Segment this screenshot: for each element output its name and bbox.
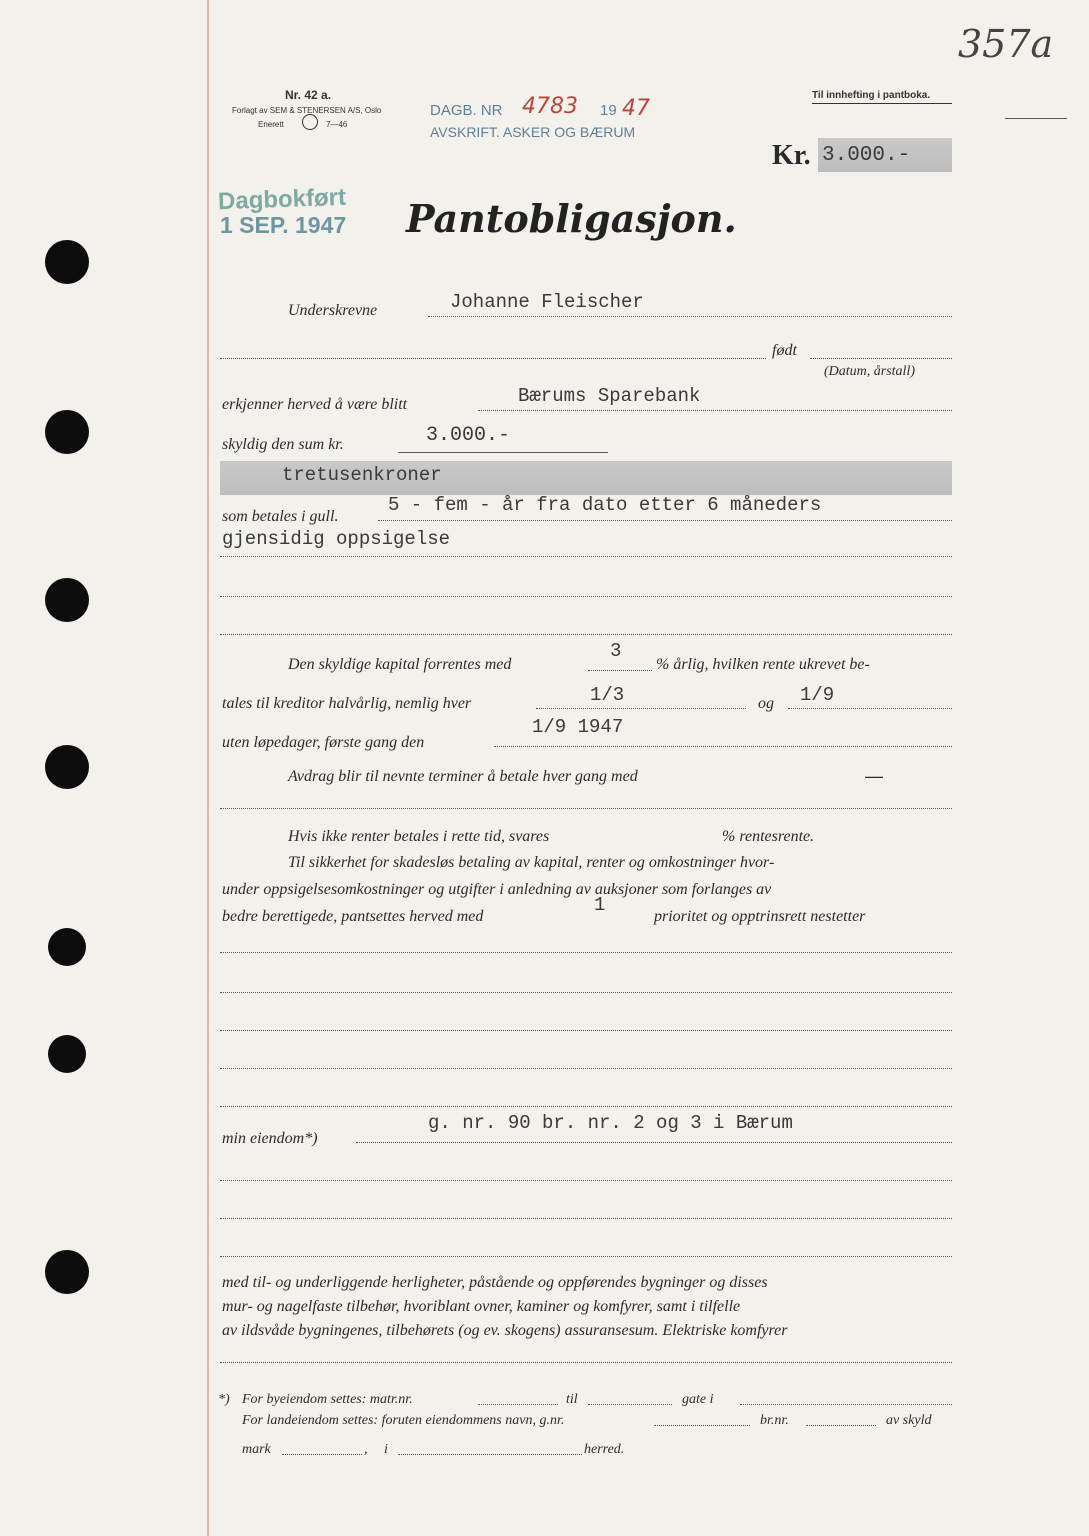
diary-year: 47 — [622, 96, 650, 121]
name-continuation-line — [220, 358, 766, 359]
born-label: født — [772, 342, 797, 359]
creditor-value: Bærums Sparebank — [518, 385, 701, 407]
born-hint: (Datum, årstall) — [824, 364, 915, 379]
penalty-label-a: Hvis ikke renter betales i rette tid, svares — [288, 828, 550, 845]
footnote-line1-a: For byeiendom settes: matr.nr. — [242, 1392, 413, 1407]
diary-number: 4783 — [522, 94, 578, 119]
paid-label: som betales i gull. — [222, 508, 339, 525]
property-line — [356, 1142, 952, 1143]
undersigned-value: Johanne Fleischer — [450, 291, 644, 313]
footnote-line2-b: br.nr. — [760, 1413, 789, 1428]
security-line-3b: prioritet og opptrinsrett nestetter — [654, 908, 866, 925]
punch-hole — [45, 745, 89, 789]
security-line-1: Til sikkerhet for skadesløs betaling av kapital, renter og omkostninger hvor- — [288, 854, 775, 871]
amount-value: 3.000.- — [822, 144, 911, 167]
publisher-date: 7—46 — [326, 120, 348, 129]
installment-value: — — [865, 766, 883, 786]
sum-value: 3.000.- — [426, 424, 511, 447]
footnote-line1-c: gate i — [682, 1392, 714, 1407]
amount-label: Kr. — [772, 140, 811, 171]
diary-stamp-office: AVSKRIFT. ASKER OG BÆRUM — [430, 124, 636, 140]
interest-rate-line — [588, 670, 652, 671]
footnote-line2-a: For landeiendom settes: foruten eiendommens navn, g.nr. — [242, 1413, 565, 1428]
punch-hole — [45, 1250, 89, 1294]
publisher-logo-icon — [302, 114, 318, 130]
security-line-2: under oppsigelsesomkostninger og utgifter i anledning av auksjoner som forlanges av — [222, 881, 772, 898]
terms-line-4 — [220, 634, 952, 635]
punch-hole — [45, 578, 89, 622]
security-line-blank-2 — [220, 992, 952, 993]
and-label: og — [758, 695, 774, 712]
footnote-dots — [588, 1404, 672, 1405]
property-line-3 — [220, 1218, 952, 1219]
punch-hole — [48, 1035, 86, 1073]
appurtenances-line-1: med til- og underliggende herligheter, påstående og oppførendes bygninger og disses — [222, 1274, 768, 1291]
property-value: g. nr. 90 br. nr. 2 og 3 i Bærum — [428, 1112, 793, 1134]
publisher-line: Forlagt av SEM & STENERSEN A/S, Oslo — [232, 106, 382, 115]
paid-to-label: tales til kreditor halvårlig, nemlig hver — [222, 695, 472, 712]
priority-value: 1 — [594, 894, 606, 916]
page-number: 357a — [958, 22, 1054, 66]
property-line-4 — [220, 1256, 952, 1257]
interest-rate-value: 3 — [610, 640, 622, 662]
footnote-dots — [478, 1404, 558, 1405]
terms-line-2 — [220, 556, 952, 557]
appurtenances-line-blank — [220, 1362, 952, 1363]
binding-note: Til innhefting i pantboka. — [812, 90, 931, 101]
terms-line-1 — [378, 520, 952, 521]
footnote-line3-b: , — [364, 1442, 368, 1457]
punch-hole — [45, 410, 89, 454]
appurtenances-line-3: av ildsvåde bygningenes, tilbehørets (og ev. skogens) assuransesum. Elektriske komfyrer — [222, 1322, 788, 1339]
publisher-enerett: Enerett — [258, 120, 284, 129]
owes-label: skyldig den sum kr. — [222, 436, 344, 453]
footnote-line3-c: i — [384, 1442, 388, 1457]
term1-line — [536, 708, 746, 709]
sum-line — [398, 452, 608, 453]
term2-value: 1/9 — [800, 684, 835, 706]
property-line-2 — [220, 1180, 952, 1181]
property-label: min eiendom*) — [222, 1130, 318, 1147]
first-label: uten løpedager, første gang den — [222, 734, 425, 751]
terms-value-1: 5 - fem - år fra dato etter 6 måneders — [388, 494, 822, 516]
security-line-3a: bedre berettigede, pantsettes herved med — [222, 908, 484, 925]
terms-value-2: gjensidig oppsigelse — [222, 528, 451, 550]
margin-line — [207, 0, 209, 1536]
appurtenances-line-2: mur- og nagelfaste tilbehør, hvoriblant ovner, kaminer og komfyrer, samt i tilfelle — [222, 1298, 741, 1315]
interest-label-a: Den skyldige kapital forrentes med — [288, 656, 512, 673]
first-date-value: 1/9 1947 — [532, 716, 624, 738]
diary-year-prefix: 19 — [600, 102, 617, 119]
security-line-blank-3 — [220, 1030, 952, 1031]
dagbokfort-stamp-label: Dagbokført — [217, 183, 347, 216]
terms-line-3 — [220, 596, 952, 597]
footnote-dots — [740, 1404, 952, 1405]
term2-line — [788, 708, 952, 709]
page-title: Pantobligasjon. — [406, 196, 737, 241]
dagbokfort-stamp-date: 1 SEP. 1947 — [220, 212, 347, 238]
binding-note-underline — [812, 103, 952, 104]
security-line-blank-4 — [220, 1068, 952, 1069]
footnote-dots — [398, 1454, 582, 1455]
first-date-line — [494, 746, 952, 747]
footnote-line2-c: av skyld — [886, 1413, 932, 1428]
acknowledge-label: erkjenner herved å være blitt — [222, 396, 408, 413]
penalty-label-b: % rentesrente. — [722, 828, 815, 845]
punch-hole — [48, 928, 86, 966]
undersigned-label: Underskrevne — [288, 302, 378, 319]
footnote-dots — [282, 1454, 362, 1455]
footnote-line3-a: mark — [242, 1442, 271, 1457]
term1-value: 1/3 — [590, 684, 625, 706]
creditor-line — [478, 410, 952, 411]
sum-words-value: tretusenkroner — [282, 464, 442, 486]
installment-line — [220, 808, 952, 809]
diary-stamp-label: DAGB. NR — [430, 102, 503, 119]
security-line-blank-1 — [220, 952, 952, 953]
born-line — [810, 358, 952, 359]
footnote-line1-b: til — [566, 1392, 578, 1407]
undersigned-line — [428, 316, 952, 317]
footnote-dots — [654, 1425, 750, 1426]
footnote-dots — [806, 1425, 876, 1426]
form-number: Nr. 42 a. — [285, 88, 332, 102]
installment-label: Avdrag blir til nevnte terminer å betale hver gang med — [288, 768, 638, 785]
interest-label-b: % årlig, hvilken rente ukrevet be- — [656, 656, 870, 673]
security-line-blank-5 — [220, 1106, 952, 1107]
page-number-underline — [1005, 118, 1067, 119]
footnote-marker: *) — [218, 1392, 230, 1407]
punch-hole — [45, 240, 89, 284]
footnote-line3-d: herred. — [584, 1442, 625, 1457]
